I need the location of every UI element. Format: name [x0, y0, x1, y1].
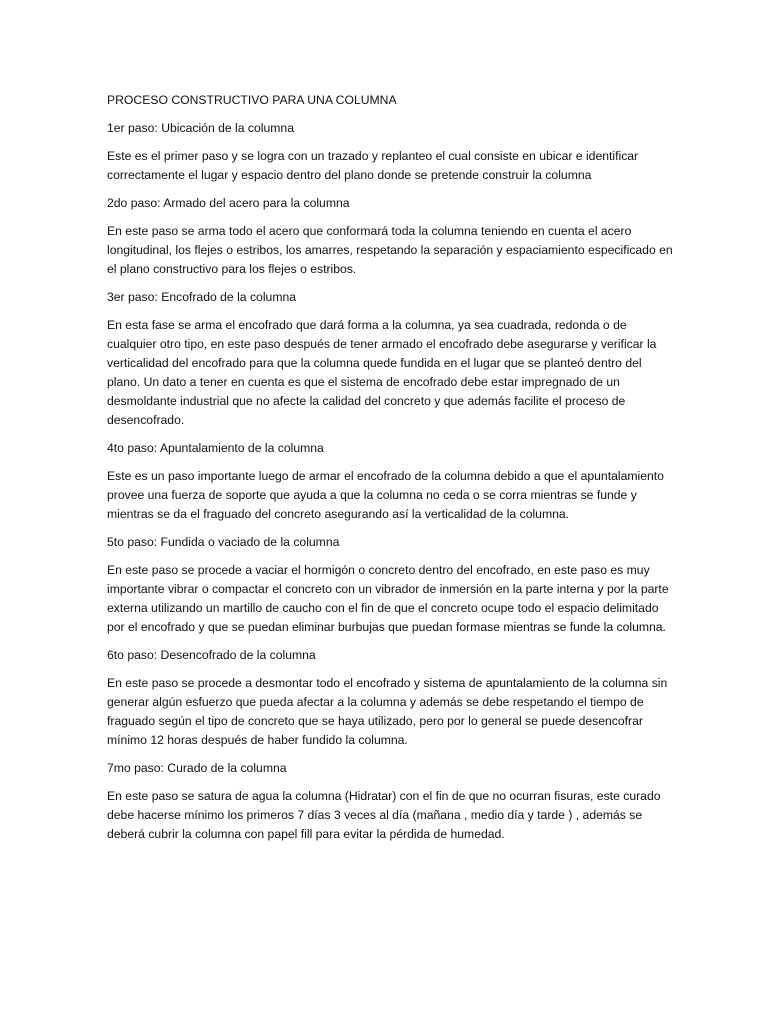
step-body: En esta fase se arma el encofrado que dará forma a la columna, ya sea cuadrada, redonda o de cualquier otro tipo, en este paso después de tener armado el encofrado debe asegurarse y verificar la verticalidad del encofrado para que la columna quede fundida en el lugar que se planteó dentro del plano. Un dato a tener en cuenta es que el sistema de encofrado debe estar impregnado de un desmoldante industrial que no afecte la calidad del concreto y que además facilite el proceso de desencofrado. [107, 318, 657, 427]
step-3 [107, 288, 673, 430]
document-content [107, 91, 673, 853]
step-4 [107, 439, 673, 524]
step-6 [107, 646, 673, 750]
document-title: PROCESO CONSTRUCTIVO PARA UNA COLUMNA [107, 93, 397, 107]
step-heading: 2do paso: Armado del acero para la columna [107, 196, 350, 210]
step-body: Este es el primer paso y se logra con un trazado y replanteo el cual consiste en ubicar e identificar correctamente el lugar y espacio dentro del plano donde se pretende construir la columna [107, 149, 639, 182]
step-heading: 3er paso: Encofrado de la columna [107, 290, 297, 304]
step-heading: 1er paso: Ubicación de la columna [107, 121, 294, 135]
step-heading: 5to paso: Fundida o vaciado de la columna [107, 535, 340, 549]
step-7 [107, 759, 673, 844]
step-heading: 6to paso: Desencofrado de la columna [107, 648, 316, 662]
step-body: En este paso se procede a desmontar todo el encofrado y sistema de apuntalamiento de la columna sin generar algún esfuerzo que pueda afectar a la columna y además se debe respetando el tiempo de fraguado según el tipo de concreto que se haya utilizado, pero por lo general se puede desencofrar mínimo 12 horas después de haber fundido la columna. [107, 676, 668, 747]
step-body: En este paso se arma todo el acero que conformará toda la columna teniendo en cuenta el acero longitudinal, los flejes o estribos, los amarres, respetando la separación y espaciamiento especificado en el plano constructivo para los flejes o estribos. [107, 224, 673, 276]
step-heading: 4to paso: Apuntalamiento de la columna [107, 441, 324, 455]
step-heading: 7mo paso: Curado de la columna [107, 761, 287, 775]
step-body: En este paso se procede a vaciar el hormigón o concreto dentro del encofrado, en este paso es muy importante vibrar o compactar el concreto con un vibrador de inmersión en la parte interna y por la parte externa utilizando un martillo de caucho con el fin de que el concreto ocupe todo el espacio delimitado por el encofrado y que se puedan eliminar burbujas que puedan formase mientras se funde la columna. [107, 563, 669, 634]
step-body: Este es un paso importante luego de armar el encofrado de la columna debido a que el apuntalamiento provee una fuerza de soporte que ayuda a que la columna no ceda o se corra mientras se funde y mientras se da el fraguado del concreto asegurando así la verticalidad de la columna. [107, 469, 664, 521]
step-2 [107, 194, 673, 279]
step-body: En este paso se satura de agua la columna (Hidratar) con el fin de que no ocurran fisuras, este curado debe hacerse mínimo los primeros 7 días 3 veces al día (mañana , medio día y tarde ) , además se deberá cubrir la columna con papel fill para evitar la pérdida de humedad. [107, 789, 661, 841]
step-5 [107, 533, 673, 637]
step-1 [107, 119, 673, 185]
